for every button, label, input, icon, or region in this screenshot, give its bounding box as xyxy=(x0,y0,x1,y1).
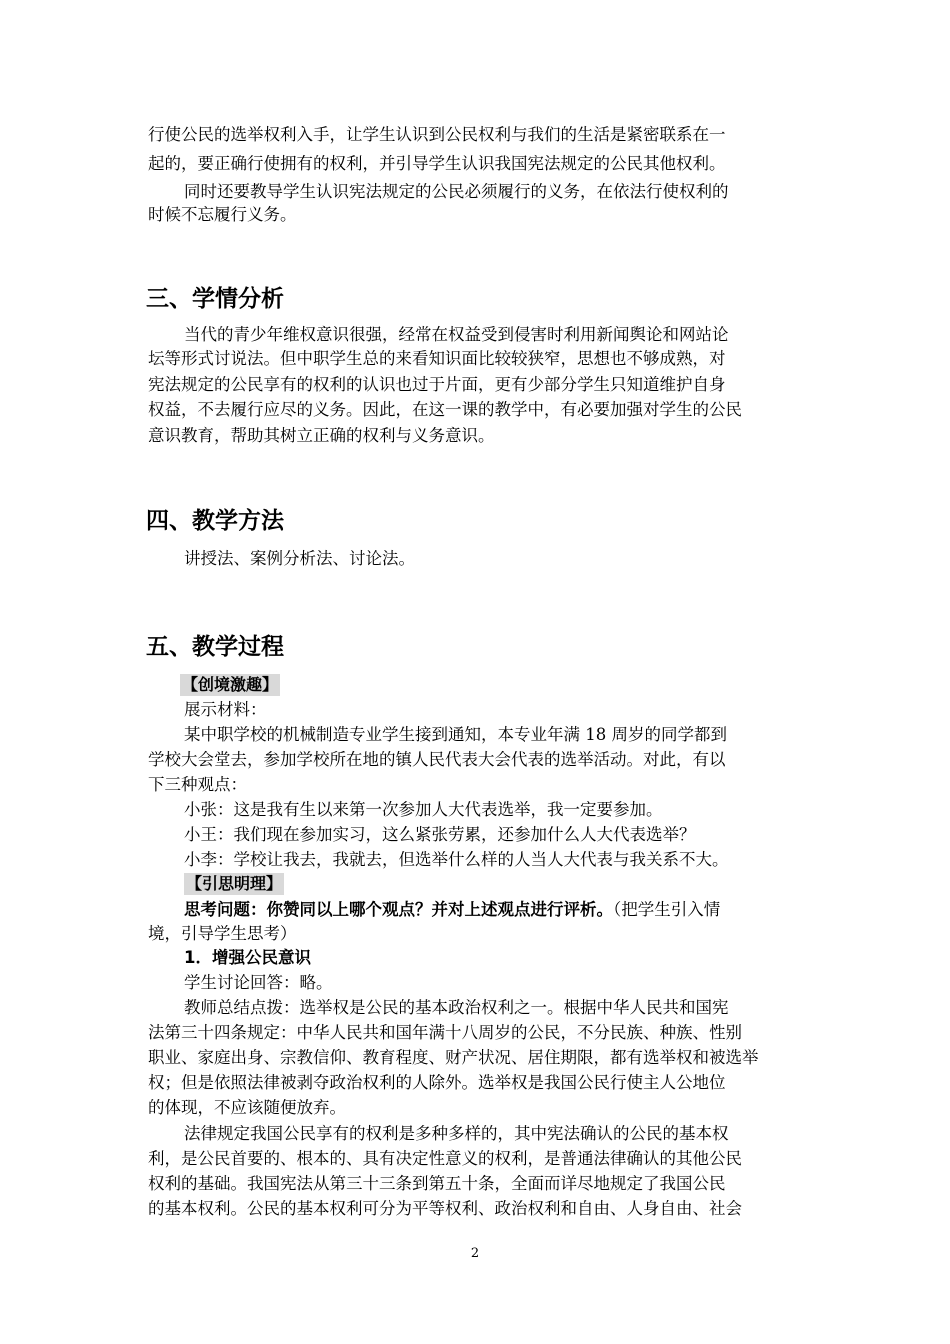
text-line: 起的，要正确行使拥有的权利，并引导学生认识我国宪法规定的公民其他权利。 xyxy=(148,154,726,173)
text-line: 法律规定我国公民享有的权利是多种多样的，其中宪法确认的公民的基本权 xyxy=(184,1124,729,1143)
text-line: 下三种观点： xyxy=(148,775,247,794)
text-line: 职业、家庭出身、宗教信仰、教育程度、财产状况、居住期限，都有选举权和被选举 xyxy=(148,1048,759,1067)
text-line: 权；但是依照法律被剥夺政治权利的人除外。选举权是我国公民行使主人公地位 xyxy=(148,1073,726,1092)
text-line: 宪法规定的公民享有的权利的认识也过于片面，更有少部分学生只知道维护自身 xyxy=(148,375,726,394)
text-line: 利，是公民首要的、根本的、具有决定性意义的权利，是普通法律确认的其他公民 xyxy=(148,1149,742,1168)
text-line: 学校大会堂去，参加学校所在地的镇人民代表大会代表的选举活动。对此，有以 xyxy=(148,750,726,769)
text-line: 当代的青少年维权意识很强，经常在权益受到侵害时利用新闻舆论和网站论 xyxy=(184,325,729,344)
text-line: 小李：学校让我去，我就去，但选举什么样的人当人大代表与我关系不大。 xyxy=(184,850,729,869)
question-tail: （把学生引入情 xyxy=(613,900,721,919)
text-line: 的基本权利。公民的基本权利可分为平等权利、政治权利和自由、人身自由、社会 xyxy=(148,1199,742,1218)
question-line xyxy=(184,898,808,922)
text-line: 意识教育，帮助其树立正确的权利与义务意识。 xyxy=(148,426,495,445)
text-line: 小王：我们现在参加实习，这么紧张劳累，还参加什么人大代表选举？ xyxy=(184,825,696,844)
text-line: 权利的基础。我国宪法从第三十三条到第五十条，全面而详尽地规定了我国公民 xyxy=(148,1174,726,1193)
text-line: 小张：这是我有生以来第一次参加人大代表选举，我一定要参加。 xyxy=(184,800,663,819)
text-line: 坛等形式讨说法。但中职学生总的来看知识面比较较狭窄，思想也不够成熟，对 xyxy=(148,349,726,368)
section-heading: 三、学情分析 xyxy=(146,286,284,312)
text-line: 权益，不去履行应尽的义务。因此，在这一课的教学中，有必要加强对学生的公民 xyxy=(148,400,742,419)
section-heading: 五、教学过程 xyxy=(146,634,284,660)
text-line: 境，引导学生思考） xyxy=(148,924,297,943)
text-line: 行使公民的选举权利入手，让学生认识到公民权利与我们的生活是紧密联系在一 xyxy=(148,125,726,144)
text-line: 某中职学校的机械制造专业学生接到通知，本专业年满 18 周岁的同学都到 xyxy=(184,725,727,744)
text-line: 讲授法、案例分析法、讨论法。 xyxy=(184,549,415,568)
section-heading: 四、教学方法 xyxy=(146,508,284,534)
text-line: 时候不忘履行义务。 xyxy=(148,205,297,224)
page-number: 2 xyxy=(470,1246,480,1261)
question-bold: 思考问题：你赞同以上哪个观点？并对上述观点进行评析。 xyxy=(184,900,613,919)
text-line: 的体现，不应该随便放弃。 xyxy=(148,1098,346,1117)
text-line: 学生讨论回答：略。 xyxy=(184,973,333,992)
text-line: 展示材料： xyxy=(184,700,267,719)
highlight-tag: 【创境激趣】 xyxy=(182,675,279,694)
text-line: 教师总结点拨：选举权是公民的基本政治权利之一。根据中华人民共和国宪 xyxy=(184,998,729,1017)
text-line: 同时还要教导学生认识宪法规定的公民必须履行的义务，在依法行使权利的 xyxy=(184,182,729,201)
subheading: 1．增强公民意识 xyxy=(184,948,311,967)
text-line: 法第三十四条规定：中华人民共和国年满十八周岁的公民，不分民族、种族、性别 xyxy=(148,1023,742,1042)
highlight-tag: 【引思明理】 xyxy=(186,874,283,893)
